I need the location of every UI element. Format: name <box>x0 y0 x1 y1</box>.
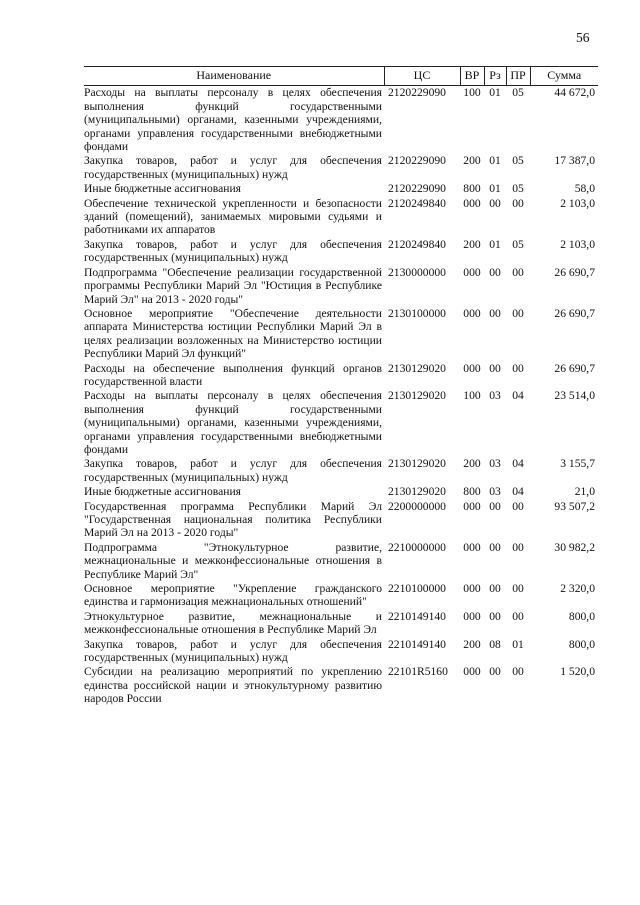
row-cs: 2120229090 <box>388 182 446 196</box>
row-rz: 00 <box>489 265 501 279</box>
page-number: 56 <box>576 30 590 45</box>
row-rz: 00 <box>489 306 501 320</box>
row-rz: 00 <box>489 609 501 623</box>
row-rz: 00 <box>489 196 501 210</box>
row-name: Расходы на выплаты персоналу в целях обеспечения выполнения функций государственными (муниципальными) органами, казенными учреждениями, органами управления государственными внебюджетными фондами <box>84 86 382 154</box>
row-pr: 00 <box>512 665 524 679</box>
row-vr: 200 <box>463 237 481 251</box>
row-name: Расходы на выплаты персоналу в целях обеспечения выполнения функций государственными (муниципальными) органами, казенными учреждениями, органами управления государственными внебюджетными фондами <box>84 389 382 456</box>
row-cs: 2130129020 <box>388 485 446 499</box>
row-vr: 000 <box>463 361 481 375</box>
header-pr: ПР <box>506 67 530 86</box>
table-row <box>84 307 598 362</box>
row-pr: 00 <box>512 609 524 623</box>
row-pr: 05 <box>512 237 524 251</box>
row-pr: 04 <box>512 457 524 471</box>
table-row <box>84 154 598 182</box>
table-row <box>84 541 598 582</box>
row-sum: 44 672,0 <box>554 86 595 100</box>
table-row <box>84 182 598 196</box>
row-vr: 100 <box>463 389 481 403</box>
row-name: Закупка товаров, работ и услуг для обеспечения государственных (муниципальных) нужд <box>84 154 382 181</box>
table-row <box>84 86 598 155</box>
row-name: Обеспечение технической укрепленности и безопасности зданий (помещений), занимаемых мировыми судьями и работниками их аппаратов <box>84 196 382 237</box>
row-sum: 800,0 <box>568 637 595 651</box>
row-sum: 26 690,7 <box>554 265 595 279</box>
row-cs: 2130100000 <box>388 306 446 320</box>
row-rz: 01 <box>489 237 501 251</box>
table-row <box>84 457 598 485</box>
row-pr: 05 <box>512 86 524 100</box>
row-pr: 00 <box>512 265 524 279</box>
row-name: Расходы на обеспечение выполнения функций органов государственной власти <box>84 361 382 388</box>
table-row <box>84 238 598 266</box>
row-cs: 2120229090 <box>388 86 446 100</box>
budget-table <box>84 66 598 707</box>
row-name: Иные бюджетные ассигнования <box>84 485 241 499</box>
row-sum: 93 507,2 <box>554 499 595 513</box>
row-sum: 3 155,7 <box>560 457 595 471</box>
row-pr: 00 <box>512 499 524 513</box>
row-cs: 2130129020 <box>388 389 446 403</box>
table-row <box>84 610 598 638</box>
row-pr: 05 <box>512 154 524 168</box>
row-name: Основное мероприятие "Укрепление гражданского единства и гармонизация межнациональных отношений" <box>84 582 382 609</box>
row-vr: 200 <box>463 637 481 651</box>
row-vr: 100 <box>463 86 481 100</box>
row-cs: 2210100000 <box>388 582 446 596</box>
row-rz: 00 <box>489 361 501 375</box>
row-sum: 2 103,0 <box>560 237 595 251</box>
row-vr: 800 <box>463 485 481 499</box>
table-row <box>84 582 598 610</box>
row-rz: 01 <box>489 182 501 196</box>
row-name: Подпрограмма "Обеспечение реализации государственной программы Республики Марий Эл "Юстиция в Республике Марий Эл" на 2013 - 2020 годы" <box>84 265 382 306</box>
row-cs: 2210149140 <box>388 637 446 651</box>
row-cs: 2120249840 <box>388 196 446 210</box>
row-name: Этнокультурное развитие, межнациональные и межконфессиональные отношения в Республике Марий Эл <box>84 609 382 637</box>
row-sum: 23 514,0 <box>554 389 595 403</box>
row-vr: 000 <box>463 609 481 623</box>
row-sum: 30 982,2 <box>554 540 595 554</box>
row-pr: 00 <box>512 196 524 210</box>
row-cs: 2210000000 <box>388 540 446 554</box>
row-sum: 26 690,7 <box>554 361 595 375</box>
row-rz: 08 <box>489 637 501 651</box>
row-cs: 2130129020 <box>388 457 446 471</box>
row-cs: 2120249840 <box>388 237 446 251</box>
table-row <box>84 389 598 457</box>
row-vr: 200 <box>463 154 481 168</box>
table-row <box>84 638 598 666</box>
row-rz: 01 <box>489 154 501 168</box>
header-cs: ЦС <box>384 67 460 86</box>
row-sum: 58,0 <box>574 182 595 196</box>
row-pr: 00 <box>512 361 524 375</box>
row-name: Субсидии на реализацию мероприятий по укреплению единства российской нации и этнокультурному развитию народов России <box>84 665 382 706</box>
row-sum: 2 320,0 <box>560 582 595 596</box>
header-vr: ВР <box>460 67 484 86</box>
row-sum: 17 387,0 <box>554 154 595 168</box>
row-vr: 800 <box>463 182 481 196</box>
row-rz: 03 <box>489 389 501 403</box>
row-name: Закупка товаров, работ и услуг для обеспечения государственных (муниципальных) нужд <box>84 237 382 265</box>
header-rz: Рз <box>484 67 506 86</box>
row-pr: 05 <box>512 182 524 196</box>
row-rz: 01 <box>489 86 501 100</box>
row-name: Иные бюджетные ассигнования <box>84 182 241 196</box>
row-vr: 000 <box>463 499 481 513</box>
row-rz: 00 <box>489 540 501 554</box>
row-vr: 000 <box>463 540 481 554</box>
table-row <box>84 362 598 390</box>
row-cs: 2120229090 <box>388 154 446 168</box>
row-rz: 00 <box>489 582 501 596</box>
row-name: Основное мероприятие "Обеспечение деятельности аппарата Министерства юстиции Республики Марий Эл в целях реализации возложенных на Министерство юстиции Республики Марий Эл функций" <box>84 306 382 361</box>
row-name: Закупка товаров, работ и услуг для обеспечения государственных (муниципальных) нужд <box>84 457 382 484</box>
table-header-row <box>84 67 598 86</box>
row-vr: 000 <box>463 665 481 679</box>
table-row <box>84 485 598 499</box>
row-pr: 00 <box>512 540 524 554</box>
row-pr: 04 <box>512 389 524 403</box>
header-sum: Сумма <box>530 67 598 86</box>
row-vr: 000 <box>463 196 481 210</box>
row-rz: 03 <box>489 485 501 499</box>
row-cs: 2200000000 <box>388 499 446 513</box>
table-row <box>84 197 598 238</box>
row-name: Подпрограмма "Этнокультурное развитие, межнациональные и межконфессиональные отношения в Республике Марий Эл" <box>84 540 382 581</box>
table-row <box>84 500 598 541</box>
row-sum: 21,0 <box>574 485 595 499</box>
row-cs: 2130129020 <box>388 361 446 375</box>
row-vr: 000 <box>463 582 481 596</box>
row-name: Закупка товаров, работ и услуг для обеспечения государственных (муниципальных) нужд <box>84 637 382 665</box>
row-vr: 000 <box>463 265 481 279</box>
row-rz: 00 <box>489 665 501 679</box>
row-rz: 00 <box>489 499 501 513</box>
row-sum: 2 103,0 <box>560 196 595 210</box>
row-vr: 000 <box>463 306 481 320</box>
table-row <box>84 266 598 307</box>
row-sum: 1 520,0 <box>560 665 595 679</box>
row-cs: 2130000000 <box>388 265 446 279</box>
row-cs: 2210149140 <box>388 609 446 623</box>
row-sum: 26 690,7 <box>554 306 595 320</box>
row-sum: 800,0 <box>568 609 595 623</box>
row-rz: 03 <box>489 457 501 471</box>
row-pr: 00 <box>512 582 524 596</box>
row-pr: 00 <box>512 306 524 320</box>
table-row <box>84 665 598 706</box>
row-vr: 200 <box>463 457 481 471</box>
row-pr: 04 <box>512 485 524 499</box>
row-pr: 01 <box>512 637 524 651</box>
row-name: Государственная программа Республики Марий Эл "Государственная национальная политика Республики Марий Эл на 2013 - 2020 годы" <box>84 499 382 540</box>
header-name: Наименование <box>84 67 384 86</box>
row-cs: 22101R5160 <box>388 665 448 679</box>
